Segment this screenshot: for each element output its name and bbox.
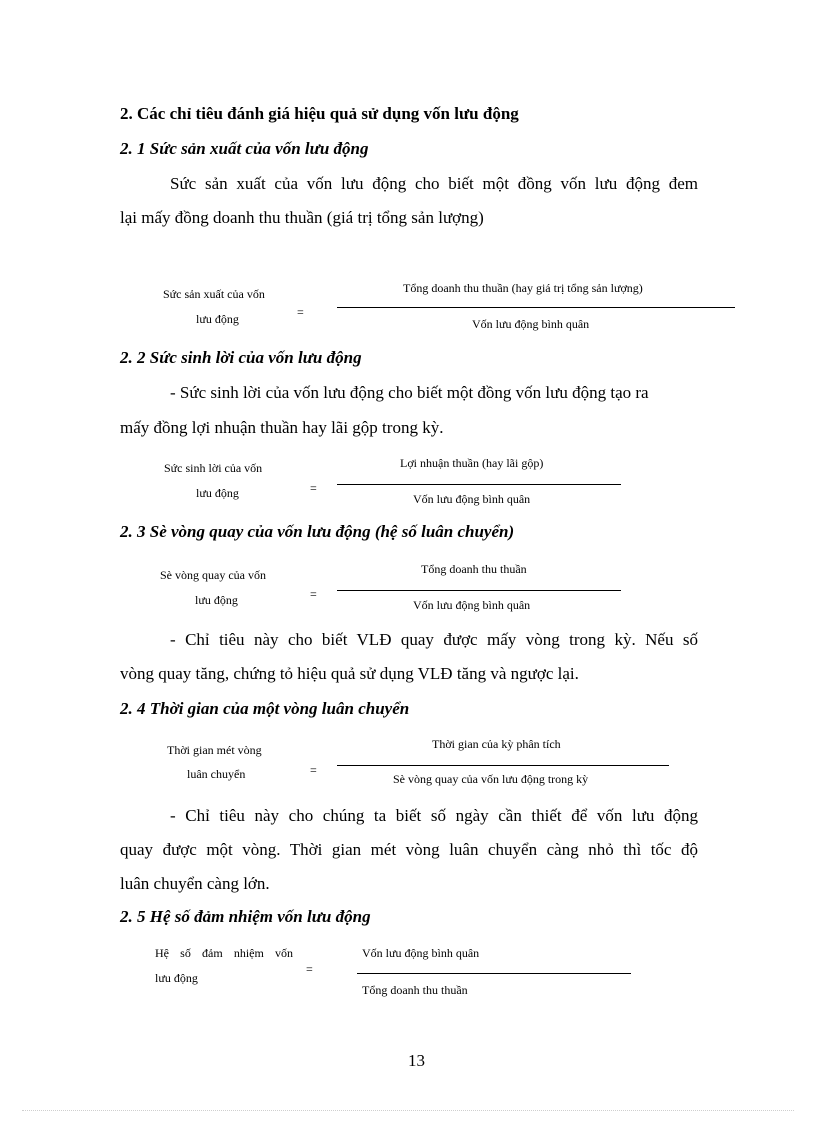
formula-label: luân chuyển [187, 767, 246, 781]
formula-label: Hệ số đảm nhiệm vốn [155, 946, 293, 960]
equals-sign: = [310, 763, 317, 777]
paragraph-line: quay được một vòng. Thời gian mét vòng luân chuyển càng nhỏ thì tốc độ [120, 840, 698, 859]
formula-label: Sức sinh lời của vốn [164, 461, 263, 475]
paragraph-line: - Chỉ tiêu này cho biết VLĐ quay được mấy vòng trong kỳ. Nếu số [170, 630, 698, 649]
equals-sign: = [306, 962, 313, 976]
formula-denominator: Vốn lưu động bình quân [413, 492, 531, 506]
paragraph-line: - Chỉ tiêu này cho chúng ta biết số ngày cần thiết để vốn lưu động [170, 806, 698, 825]
formula-numerator: Thời gian của kỳ phân tích [432, 737, 561, 751]
equals-sign: = [310, 481, 317, 495]
paragraph-line: Sức sản xuất của vốn lưu động cho biết một đồng vốn lưu động đem [170, 174, 698, 193]
formula-numerator: Tổng doanh thu thuần [421, 562, 527, 576]
paragraph-line: mấy đồng lợi nhuận thuần hay lãi gộp trong kỳ. [120, 418, 444, 437]
formula-label: Thời gian mét vòng [167, 743, 262, 757]
paragraph-line: lại mấy đồng doanh thu thuần (giá trị tổng sản lượng) [120, 208, 484, 227]
formula-denominator: Tổng doanh thu thuần [362, 983, 468, 997]
subsection-heading: 2. 1 Sức sản xuất của vốn lưu động [120, 139, 369, 158]
formula-label: lưu động [155, 971, 198, 985]
equals-sign: = [310, 587, 317, 601]
subsection-heading: 2. 5 Hệ số đảm nhiệm vốn lưu động [120, 907, 371, 926]
paragraph-line: luân chuyển càng lớn. [120, 874, 270, 893]
subsection-heading: 2. 2 Sức sinh lời của vốn lưu động [120, 348, 362, 367]
fraction-bar [337, 484, 621, 485]
subsection-heading: 2. 4 Thời gian của một vòng luân chuyển [120, 699, 410, 718]
formula-numerator: Tổng doanh thu thuần (hay giá trị tổng sản lượng) [403, 281, 643, 295]
page-bottom-divider [22, 1110, 794, 1111]
formula-label: lưu động [195, 593, 238, 607]
fraction-bar [337, 590, 621, 591]
formula-denominator: Vốn lưu động bình quân [472, 317, 590, 331]
paragraph-line: - Sức sinh lời của vốn lưu động cho biết một đồng vốn lưu động tạo ra [170, 383, 649, 402]
formula-denominator: Sè vòng quay của vốn lưu động trong kỳ [393, 772, 589, 786]
subsection-heading: 2. 3 Sè vòng quay của vốn lưu động (hệ số luân chuyển) [120, 522, 515, 541]
formula-label: Sè vòng quay của vốn [160, 568, 266, 582]
fraction-bar [357, 973, 631, 974]
equals-sign: = [297, 305, 304, 319]
fraction-bar [337, 307, 735, 308]
formula-label: lưu động [196, 312, 239, 326]
formula-denominator: Vốn lưu động bình quân [413, 598, 531, 612]
fraction-bar [337, 765, 669, 766]
section-title: 2. Các chỉ tiêu đánh giá hiệu quả sử dụng vốn lưu động [120, 104, 519, 123]
formula-numerator: Lợi nhuận thuần (hay lãi gộp) [400, 456, 544, 470]
formula-numerator: Vốn lưu động bình quân [362, 946, 480, 960]
paragraph-line: vòng quay tăng, chứng tỏ hiệu quả sử dụng VLĐ tăng và ngược lại. [120, 664, 579, 683]
formula-label: lưu động [196, 486, 239, 500]
formula-label: Sức sản xuất của vốn [163, 287, 265, 301]
page-number: 13 [408, 1051, 425, 1070]
